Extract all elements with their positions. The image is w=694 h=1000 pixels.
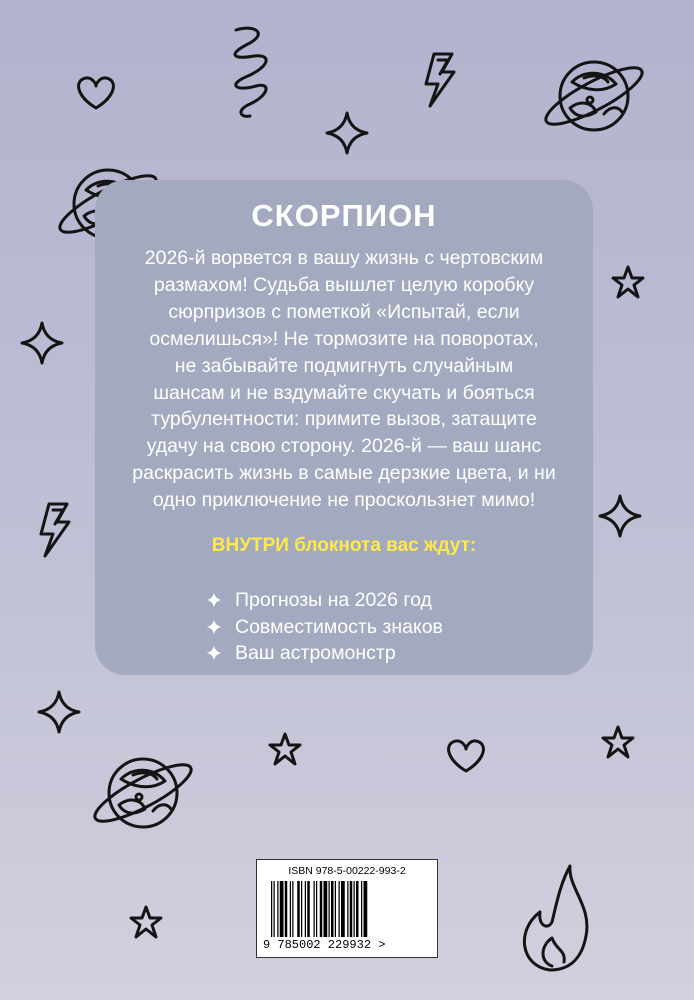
inside-heading: ВНУТРИ блокнота вас ждут: [211,535,477,556]
star-icon [603,727,633,757]
feature-label: Совместимость знаков [235,615,443,638]
feature-item [206,587,443,614]
text-line: одно приключение не проскользнет мимо! [152,489,536,512]
text-line: удачу на свою сторону. 2026-й — ваш шанс [146,435,542,458]
text-line: турбулентности: примите вызов, затащите [151,408,537,431]
text-line: не забывайте подмигнуть случайным [174,354,514,377]
sparkle-icon [22,323,62,363]
spring-icon [235,28,266,116]
sparkle-bullet-icon [206,592,222,608]
planet-icon [89,755,198,830]
feature-list [206,587,443,667]
sparkle-icon [327,113,367,153]
feature-label: Прогнозы на 2026 год [235,589,432,611]
horoscope-text [103,245,585,514]
star-icon [613,267,643,297]
feature-label: Ваш астромонстр [235,642,396,664]
zodiac-title: СКОРПИОН [251,198,437,233]
sparkle-icon [39,692,79,732]
text-line: шансам и не вздумайте скучать и бояться [153,381,535,404]
heart-icon [79,78,114,108]
feature-item [206,640,443,667]
text-line: размахом! Судьба вышлет целую коробку [153,273,535,296]
feature-item [206,614,443,641]
isbn-label: ISBN 978-5-00222-993-2 [288,865,406,877]
barcode-icon [271,881,423,937]
text-line: сюрпризов с пометкой «Испытай, если [168,300,520,323]
text-line: 2026-й ворвется в вашу жизнь с чертовским [144,247,544,269]
isbn-digits: 9 785002 229932 > [263,938,386,952]
planet-icon [540,58,649,133]
sparkle-icon [600,496,640,536]
star-icon [270,734,300,764]
heart-icon [449,741,484,771]
text-line: раскрасить жизнь в самые дерзкие цвета, и ни [132,462,556,485]
lightning-icon [41,504,69,556]
text-line: осмелишься»! Не тормозите на поворотах, [149,327,539,350]
flame-icon [524,866,587,970]
sparkle-bullet-icon [206,619,222,635]
star-icon [131,907,161,937]
sparkle-bullet-icon [206,645,222,661]
lightning-icon [426,54,454,106]
isbn-barcode-block [256,859,438,958]
